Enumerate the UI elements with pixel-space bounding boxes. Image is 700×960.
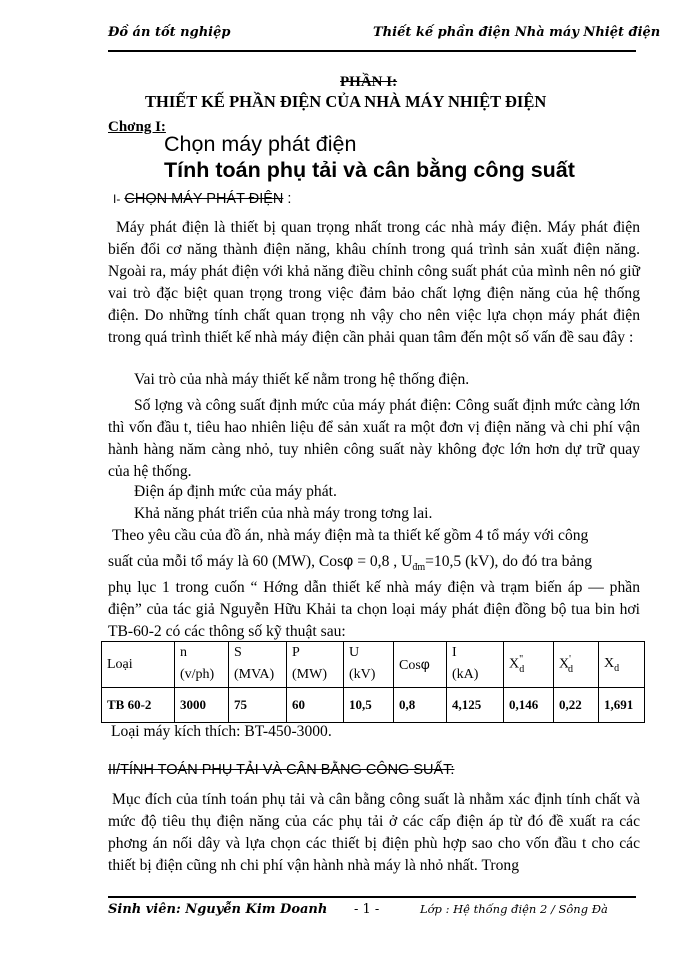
page-number: - 1 -: [354, 902, 380, 917]
consideration-item-voltage: Điện áp định mức của máy phát.: [134, 483, 337, 500]
header-cell-voltage: U (kV): [344, 642, 394, 688]
cell-subtransient-reactance: 0,146: [504, 688, 554, 723]
table-row: [102, 688, 645, 723]
section1-paragraph-1: Máy phát điện là thiết bị quan trọng nhất trong các nhà máy điện. Máy phát điện biến đổi cơ năng thành điện năng, khâu chính trong quá trình sản xuất điện năng. Ngoài ra, máy phát điện với khả năng điều chỉnh công suất phát của mình nên nó giữ vai trò đặc biệt quan trọng trong việc đảm bảo chất lợng điện năng của hệ thống điện. Do những tính chất quan trọng nh vậy cho nên việc lựa chọn máy phát điện trong quá trình thiết kế nhà máy điện cần phải quan tâm đến một số vấn đề sau đây :: [108, 219, 640, 346]
chapter-title-line2: Tính toán phụ tải và cân bằng công suất: [164, 158, 575, 182]
footer-student: Sinh viên: Nguyễn Kim Doanh: [108, 902, 328, 917]
part-label: PHẦN I:: [340, 74, 398, 90]
header-left: Đồ án tốt nghiệp: [108, 25, 231, 40]
header-cell-power-factor: Cosφ: [394, 642, 447, 688]
header-rule: [108, 50, 636, 52]
header-cell-apparent-power: S (MVA): [229, 642, 287, 688]
consideration-item-expansion: Khả năng phát triển của nhà máy trong tơng lai.: [134, 505, 433, 522]
table-header-row: [102, 642, 645, 688]
part-title: THIẾT KẾ PHẦN ĐIỆN CỦA NHÀ MÁY NHIỆT ĐIỆN: [145, 92, 547, 111]
chapter-label: Chơng I:: [108, 119, 166, 135]
section1-paragraph-3-rest: phụ lục 1 trong cuốn “ Hớng dẫn thiết kế nhà máy điện và trạm biến áp — phần điện” của tác giả Nguyễn Hữu Khải ta chọn loại máy phát điện đồng bộ tua bin hơi TB-60-2 có các thông số kỹ thuật sau:: [108, 579, 640, 640]
footer-rule: [108, 896, 636, 898]
generator-spec-table: [101, 641, 645, 723]
section1-paragraph-2: Số lợng và công suất định mức của máy phát điện: Công suất định mức càng lớn thì vốn đầu t, tiêu hao nhiên liệu để sản xuất ra một đơn vị điện năng và chi phí vận hành hàng năm càng nhỏ, tuy nhiên công suất này không đợc lớn hơn dự trữ quay của hệ thống.: [108, 397, 640, 480]
header-cell-transient-reactance: $X'_d$: [554, 642, 599, 688]
header-right: Thiết kế phần điện Nhà máy Nhiệt điện: [373, 25, 661, 40]
footer-class: Lớp : Hệ thống điện 2 / Sông Đà: [420, 902, 608, 916]
cell-speed: 3000: [175, 688, 229, 723]
cell-type: TB 60-2: [102, 688, 175, 723]
cell-apparent-power: 75: [229, 688, 287, 723]
header-cell-active-power: P (MW): [287, 642, 344, 688]
cell-synchronous-reactance: 1,691: [599, 688, 645, 723]
cell-active-power: 60: [287, 688, 344, 723]
cell-voltage: 10,5: [344, 688, 394, 723]
cell-current: 4,125: [447, 688, 504, 723]
header-cell-current: I (kA): [447, 642, 504, 688]
exciter-type: Loại máy kích thích: BT-450-3000.: [111, 723, 332, 740]
header-cell-speed: n (v/ph): [175, 642, 229, 688]
section2-heading: II/TÍNH TOÁN PHỤ TẢI VÀ CÂN BẰNG CÔNG SUẤT:: [108, 762, 455, 778]
consideration-item-role: Vai trò của nhà máy thiết kế nằm trong hệ thống điện.: [134, 371, 470, 388]
section1-paragraph-3-line1: Theo yêu cầu của đồ án, nhà máy điện mà ta thiết kế gồm 4 tổ máy với công: [112, 527, 589, 544]
chapter-title-line1: Chọn máy phát điện: [164, 132, 357, 156]
section1-paragraph-3-line2: suất của mỗi tổ máy là 60 (MW), Cosφ = 0,8 , $U_{đm}=10,5$ (kV), do đó tra bảng: [108, 553, 592, 574]
header-cell-subtransient-reactance: $X^"_d$: [504, 642, 554, 688]
header-cell-synchronous-reactance: $X_d$: [599, 642, 645, 688]
cell-transient-reactance: 0,22: [554, 688, 599, 723]
section1-heading: I- CHỌN MÁY PHÁT ĐIỆN :: [113, 191, 292, 207]
header-cell-type: Loại: [102, 642, 175, 688]
cell-power-factor: 0,8: [394, 688, 447, 723]
section2-paragraph-1: Mục đích của tính toán phụ tải và cân bằng công suất là nhằm xác định tính chất và mức độ tiêu thụ điện năng của các phụ tải ở các cấp điện áp từ đó đề xuất ra các phơng án nối dây và lựa chọn các thiết bị điện phù hợp sao cho vốn đầu t cho các thiết bị điện cũng nh chi phí vận hành nhà máy là nhỏ nhất. Trong: [108, 791, 640, 874]
